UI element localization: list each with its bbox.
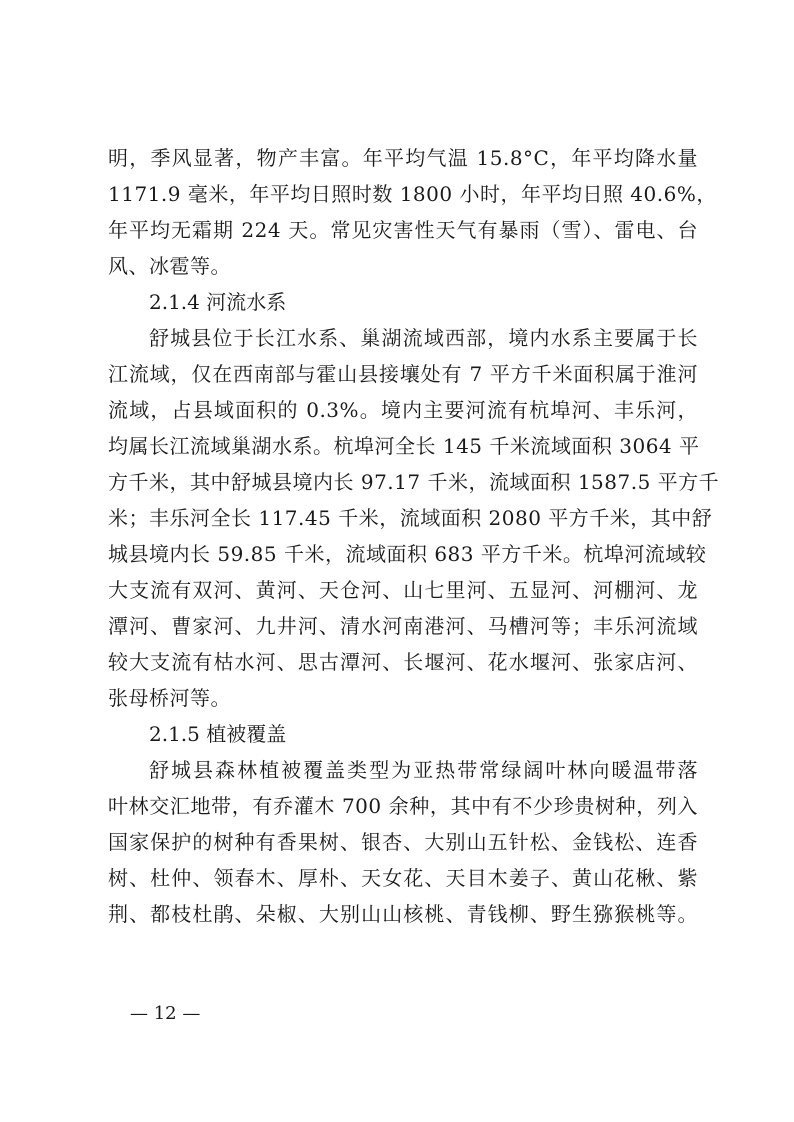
section-heading-vegetation: 2.1.5 植被覆盖 [149,722,287,746]
text-line: 方千米，其中舒城县境内长 97.17 千米，流域面积 1587.5 平方千 [108,470,720,494]
text-line: 张母桥河等。 [108,686,231,710]
text-line: 城县境内长 59.85 千米，流域面积 683 平方千米。杭埠河流域较 [108,542,707,566]
text-line: 叶林交汇地带，有乔灌木 700 余种，其中有不少珍贵树种，列入 [108,794,698,818]
text-line: 米；丰乐河全长 117.45 千米，流域面积 2080 平方千米，其中舒 [108,506,713,530]
text-line: 树、杜仲、领春木、厚朴、天女花、天目木姜子、黄山花楸、紫 [108,866,698,890]
text-line: 江流域，仅在西南部与霍山县接壤处有 7 平方千米面积属于淮河 [108,362,698,386]
text-line: 舒城县森林植被覆盖类型为亚热带常绿阔叶林向暖温带落 [149,758,698,782]
page-number: — 12 — [130,1003,201,1024]
text-line: 舒城县位于长江水系、巢湖流域西部，境内水系主要属于长 [149,326,698,350]
text-line: 明，季风显著，物产丰富。年平均气温 15.8°C，年平均降水量 [108,146,698,170]
document-body [108,140,720,932]
text-line: 1171.9 毫米，年平均日照时数 1800 小时，年平均日照 40.6%， [108,182,717,206]
text-line: 荆、都枝杜鹃、朵椒、大别山山核桃、青钱柳、野生猕猴桃等。 [108,902,698,926]
text-line: 年平均无霜期 224 天。常见灾害性天气有暴雨（雪）、雷电、台 [108,218,698,242]
text-line: 国家保护的树种有香果树、银杏、大别山五针松、金钱松、连香 [108,830,698,854]
section-heading-rivers: 2.1.4 河流水系 [149,290,287,314]
text-line: 潭河、曹家河、九井河、清水河南港河、马槽河等；丰乐河流域 [108,614,698,638]
paragraph-vegetation [108,752,698,932]
text-line: 均属长江流域巢湖水系。杭埠河全长 145 千米流域面积 3064 平 [108,434,700,458]
text-line: 较大支流有枯水河、思古潭河、长堰河、花水堰河、张家店河、 [108,650,698,674]
text-line: 风、冰雹等。 [108,254,231,278]
text-line: 流域，占县域面积的 0.3%。境内主要河流有杭埠河、丰乐河， [108,398,698,422]
paragraph-rivers [108,320,720,716]
text-line: 大支流有双河、黄河、天仓河、山七里河、五显河、河棚河、龙 [108,578,698,602]
paragraph-climate [108,140,717,284]
